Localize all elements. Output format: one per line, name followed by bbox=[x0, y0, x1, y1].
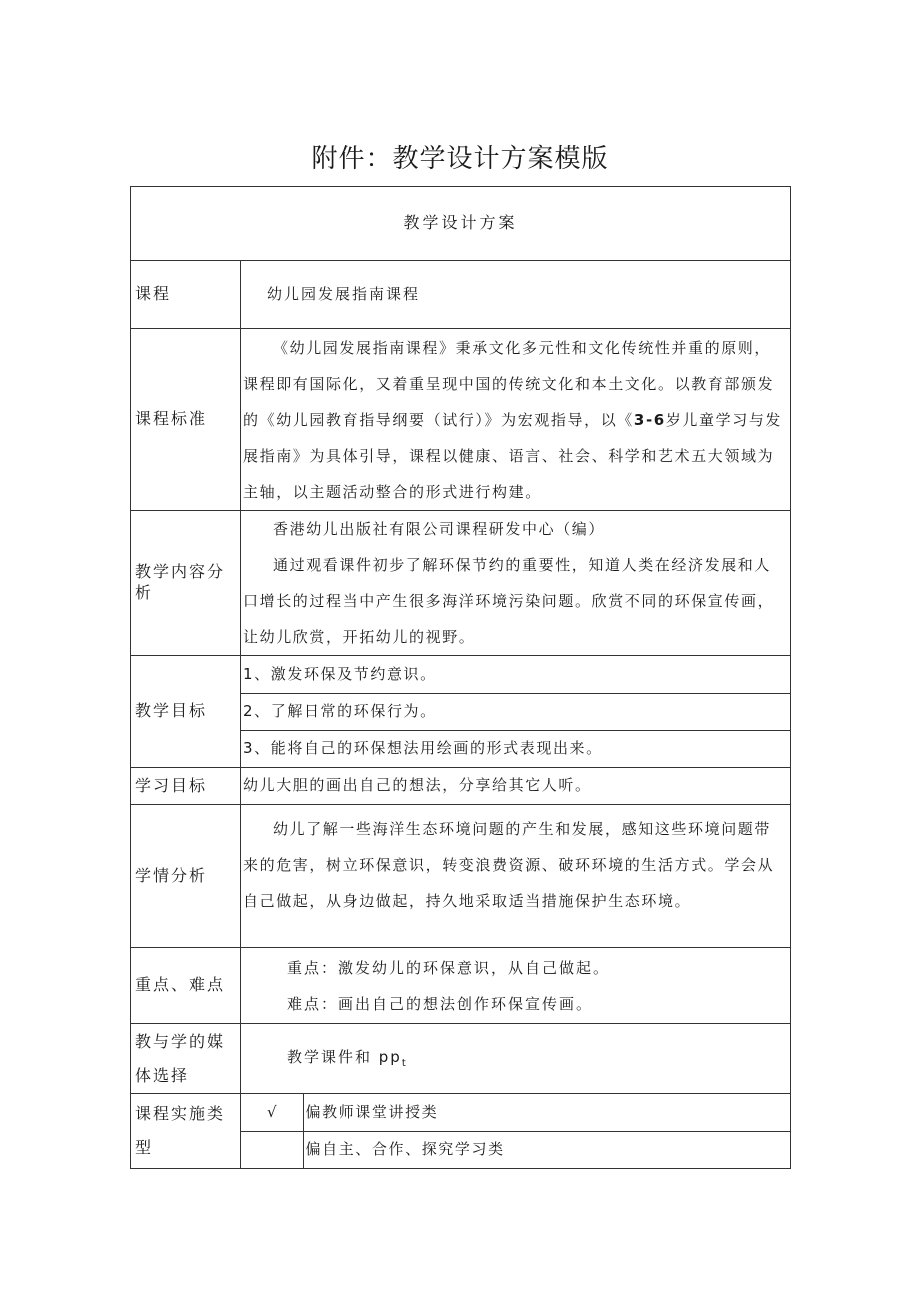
teaching-goals-row bbox=[131, 656, 791, 768]
goal-number: 1 bbox=[243, 664, 255, 683]
learner-analysis-text: 幼儿了解一些海洋生态环境问题的产生和发展，感知这些环境问题带来的危害，树立环保意识，转变浪费资源、破环环境的生活方式。学会从自己做起，从身边做起，持久地采取适当措施保护生态环境。 bbox=[241, 805, 791, 948]
design-plan-table bbox=[130, 186, 791, 1169]
standard-label: 课程标准 bbox=[131, 329, 241, 511]
goal-number: 2 bbox=[243, 701, 255, 720]
teaching-goal-item bbox=[241, 730, 790, 767]
media-label: 教与学的媒体选择 bbox=[131, 1024, 241, 1094]
page-title: 附件：教学设计方案模版 bbox=[311, 144, 609, 174]
difficulty-point: 难点：画出自己的想法创作环保宣传画。 bbox=[287, 994, 594, 1013]
option-text: 偏教师课堂讲授类 bbox=[305, 1102, 439, 1121]
goal-text: 、激发环保及节约意识。 bbox=[254, 664, 437, 683]
check-mark: √ bbox=[241, 1094, 303, 1131]
standard-row bbox=[131, 329, 791, 511]
content-analysis-label: 教学内容分析 bbox=[131, 511, 241, 656]
standard-age-range: 3-6 bbox=[633, 410, 666, 429]
content-analysis-text: 通过观看课件初步了解环保节约的重要性，知道人类在经济发展和人口增长的过程当中产生很多海洋环境污染问题。欣赏不同的环保宣传画，让幼儿欣赏，开拓幼儿的视野。 bbox=[243, 556, 775, 646]
media-value-sub: t bbox=[401, 1057, 408, 1069]
course-label: 课程 bbox=[131, 261, 241, 329]
key-points-cell bbox=[241, 948, 791, 1024]
publisher-line: 香港幼儿出版社有限公司课程研发中心（编） bbox=[273, 520, 606, 538]
key-point: 重点：激发幼儿的环保意识，从自己做起。 bbox=[287, 958, 611, 977]
implementation-row bbox=[131, 1094, 791, 1169]
implementation-label: 课程实施类型 bbox=[131, 1094, 241, 1169]
standard-text-a: 《幼儿园发展指南课程》秉承文化多元性和文化传统性并重的原则，课程即有国际化，又着重呈现中国的传统文化和本土文化。以教育部颁发的《幼儿园教育指导纲要（试行）》为宏观指导，以《 bbox=[243, 338, 775, 429]
header-row bbox=[131, 187, 791, 261]
content-analysis-row bbox=[131, 511, 791, 656]
learning-goal-label: 学习目标 bbox=[131, 768, 241, 805]
standard-text-b: 岁儿童学习与发展指南》为具体引导，课程以健康、语言、社会、科学和艺术五大领域为主轴，以主题活动整合的形式进行构建。 bbox=[243, 410, 783, 501]
media-row bbox=[131, 1024, 791, 1094]
goal-text: 、能将自己的环保想法用绘画的形式表现出来。 bbox=[254, 739, 603, 757]
learning-goal-value: 幼儿大胆的画出自己的想法，分享给其它人听。 bbox=[241, 768, 791, 805]
table-header: 教学设计方案 bbox=[131, 187, 791, 261]
course-row bbox=[131, 261, 791, 329]
learning-goal-row bbox=[131, 768, 791, 805]
key-points-label: 重点、难点 bbox=[131, 948, 241, 1024]
media-value-main: 教学课件和 pp bbox=[287, 1047, 402, 1066]
content-analysis-cell bbox=[241, 511, 791, 656]
teaching-goal-item bbox=[241, 656, 790, 693]
teaching-goal-item bbox=[241, 693, 790, 730]
goal-number: 3 bbox=[243, 739, 255, 757]
option-text: 偏自主、合作、探究学习类 bbox=[303, 1131, 790, 1168]
implementation-option bbox=[241, 1131, 790, 1168]
goal-text: 、了解日常的环保行为。 bbox=[254, 701, 437, 720]
teaching-goals-cell bbox=[241, 656, 791, 768]
standard-text bbox=[241, 329, 791, 511]
learner-analysis-label: 学情分析 bbox=[131, 805, 241, 948]
key-points-row bbox=[131, 948, 791, 1024]
implementation-cell bbox=[241, 1094, 791, 1169]
implementation-options bbox=[241, 1094, 790, 1168]
teaching-goals-label: 教学目标 bbox=[131, 656, 241, 768]
check-mark bbox=[241, 1131, 303, 1168]
media-value bbox=[241, 1024, 791, 1094]
learner-analysis-row bbox=[131, 805, 791, 948]
course-value: 幼儿园发展指南课程 bbox=[241, 261, 791, 329]
implementation-option bbox=[241, 1094, 790, 1131]
teaching-goals-list bbox=[241, 656, 790, 767]
